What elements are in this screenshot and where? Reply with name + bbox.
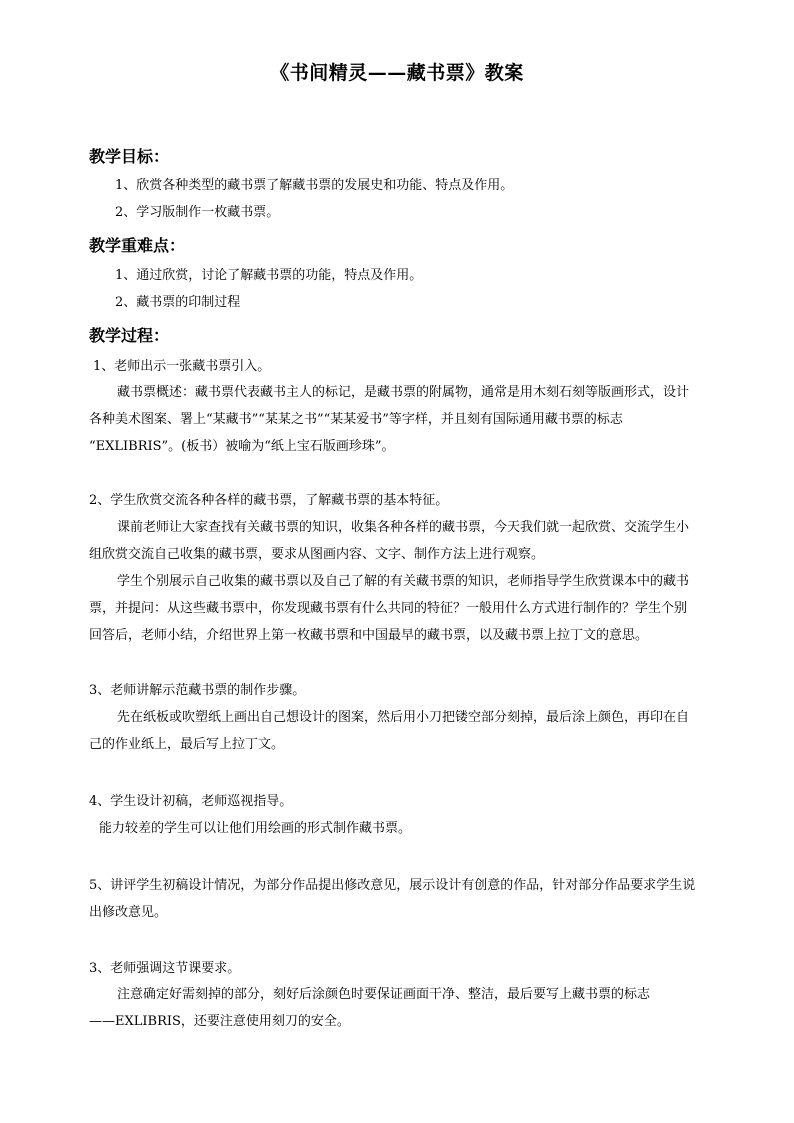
document-title: 《书间精灵——藏书票》教案: [270, 62, 524, 84]
process-heading: 教学过程：: [89, 326, 170, 345]
goals-item: 2、学习版制作一枚藏书票。: [115, 205, 280, 220]
key-points-heading: 教学重难点：: [89, 236, 186, 255]
step4-line: 能力较差的学生可以让他们用绘画的形式制作藏书票。: [99, 821, 412, 836]
step2-line: 课前老师让大家查找有关藏书票的知识，收集各种各样的藏书票，今天我们就一起欣赏、交流学生小: [117, 520, 690, 535]
key-points-item: 1、通过欣赏，讨论了解藏书票的功能，特点及作用。: [115, 268, 423, 283]
step6-line: 注意确定好需刻掉的部分，刻好后涂颜色时要保证画面干净、整洁，最后要写上藏书票的标志: [117, 987, 651, 1002]
step6-line: ——EXLIBRIS，还要注意使用刻刀的安全。: [89, 1014, 350, 1029]
step2-line: 学生个别展示自己收集的藏书票以及自己了解的有关藏书票的知识，老师指导学生欣赏课本中的藏书: [117, 574, 690, 589]
goals-heading: 教学目标：: [89, 147, 170, 166]
step1-title: 1、老师出示一张藏书票引入。: [93, 359, 271, 374]
step1-line: 各种美术图案、署上“某藏书”“某某之书”“某某爱书”等字样，并且刻有国际通用藏书票的标志: [89, 412, 623, 427]
step4-title: 4、学生设计初稿，老师巡视指导。: [89, 794, 293, 809]
step1-line: “EXLIBRIS”。(板书）被喻为“纸上宝石版画珍珠”。: [89, 439, 395, 454]
key-points-item: 2、藏书票的印制过程: [115, 295, 241, 310]
step2-line: 组欣赏交流自己收集的藏书票，要求从图画内容、文字、制作方法上进行观察。: [89, 547, 545, 562]
step5-line: 出修改意见。: [89, 905, 168, 920]
step3-line: 己的作业纸上，最后写上拉丁文。: [89, 737, 285, 752]
step3-title: 3、老师讲解示范藏书票的制作步骤。: [89, 683, 306, 698]
step2-title: 2、学生欣赏交流各种各样的藏书票，了解藏书票的基本特征。: [89, 493, 449, 508]
step6-title: 3、老师强调这节课要求。: [89, 961, 241, 976]
step2-line: 回答后，老师小结，介绍世界上第一枚藏书票和中国最早的藏书票，以及藏书票上拉丁文的意思。: [89, 628, 649, 643]
step1-line: 藏书票概述：藏书票代表藏书主人的标记，是藏书票的附属物，通常是用木刻石刻等版画形式，设计: [117, 385, 690, 400]
step2-line: 票，并提问：从这些藏书票中，你发现藏书票有什么共同的特征？一般用什么方式进行制作的？学生个别: [89, 601, 688, 616]
goals-item: 1、欣赏各种类型的藏书票了解藏书票的发展史和功能、特点及作用。: [115, 178, 514, 193]
step5-line: 5、讲评学生初稿设计情况，为部分作品提出修改意见，展示设计有创意的作品，针对部分作品要求学生说: [89, 878, 696, 893]
step3-line: 先在纸板或吹塑纸上画出自己想设计的图案，然后用小刀把镂空部分刻掉，最后涂上颜色，再印在自: [117, 710, 690, 725]
